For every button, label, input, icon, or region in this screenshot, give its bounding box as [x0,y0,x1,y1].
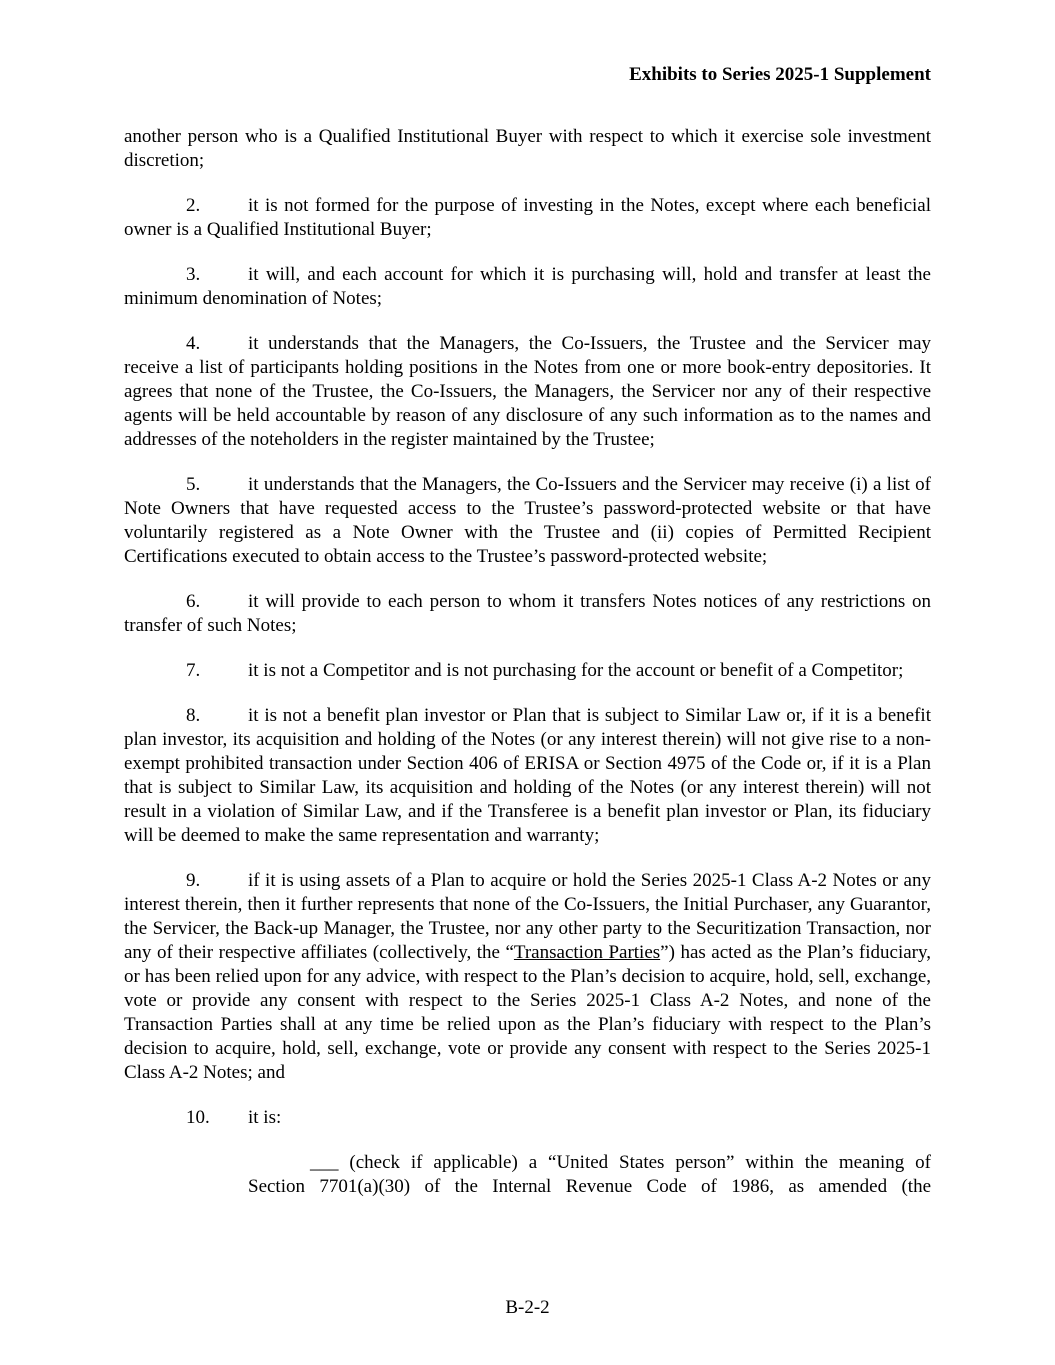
list-item-3 [124,263,931,311]
item-number: 8. [186,705,201,726]
item-number: 6. [186,591,201,612]
item-text: it is not a benefit plan investor or Plan that is subject to Similar Law or, if it is a benefit plan investor, its acquisition and holding of the Notes (or any interest therein) will not give rise to a non-exempt prohibited transaction under Section 406 of ERISA or Section 4975 of the Code or, if it is a Plan that is subject to Similar Law, its acquisition and holding of the Notes (or any interest therein) will not result in a violation of Similar Law, and if the Transferee is a benefit plan investor or Plan, its fiduciary will be deemed to make the same representation and warranty; [124,705,931,846]
check-line-1 [248,1151,931,1175]
item-text: it will, and each account for which it is purchasing will, hold and transfer at least the minimum denomination of Notes; [124,264,931,309]
item-number: 4. [186,333,201,354]
list-item-6 [124,590,931,638]
check-blank[interactable]: ___ [310,1152,339,1173]
list-item-4 [124,332,931,452]
running-header: Exhibits to Series 2025-1 Supplement [629,64,931,85]
item-text: it is: [248,1107,282,1128]
item-text-before: if it is using assets of a Plan to acquire or hold the Series 2025-1 Class A-2 Notes or any interest therein, then it further represents that none of the Co-Issuers, the Initial Purchaser, any Guarantor, the Servicer, the Back-up Manager, the Trustee, nor any other party to the Securitization Transaction, nor any of their respective affiliates (collectively, the “ [124,870,931,963]
document-body [124,125,931,1199]
item-text: it is not a Competitor and is not purchasing for the account or benefit of a Competitor; [248,660,904,681]
item-number: 10. [186,1107,210,1128]
list-item-2 [124,194,931,242]
item-text: it is not formed for the purpose of investing in the Notes, except where each beneficial owner is a Qualified Institutional Buyer; [124,195,931,240]
check-line-2: Section 7701(a)(30) of the Internal Revenue Code of 1986, as amended (the [248,1176,931,1197]
item-number: 5. [186,474,201,495]
page-number: B-2-2 [505,1297,550,1318]
item-number: 7. [186,660,201,681]
list-item-9 [124,869,931,1085]
item-number: 9. [186,870,201,891]
check-line-1-text: (check if applicable) a “United States person” within the meaning of [349,1152,931,1173]
item-text: it will provide to each person to whom it transfers Notes notices of any restrictions on transfer of such Notes; [124,591,931,636]
defined-term-transaction-parties: Transaction Parties [513,942,661,963]
item-text-after: ”) has acted as the Plan’s fiduciary, or has been relied upon for any advice, with respect to the Plan’s decision to acquire, hold, sell, exchange, vote or provide any consent with respect to the Series 2025-1 Class A-2 Notes, and none of the Transaction Parties shall at any time be relied upon as the Plan’s fiduciary with respect to the Plan’s decision to acquire, hold, sell, exchange, vote or provide any consent with respect to the Series 2025-1 Class A-2 Notes; and [124,942,931,1083]
intro-paragraph: another person who is a Qualified Institutional Buyer with respect to which it exercise sole investment discretion; [124,126,931,171]
list-item-8 [124,704,931,848]
checkbox-clause-us-person [248,1151,931,1199]
item-number: 3. [186,264,201,285]
item-text: it understands that the Managers, the Co-Issuers and the Servicer may receive (i) a list of Note Owners that have requested access to the Trustee’s password-protected website or that have voluntarily registered as a Note Owner with the Trustee and (ii) copies of Permitted Recipient Certifications executed to obtain access to the Trustee’s password-protected website; [124,474,931,567]
list-item-5 [124,473,931,569]
item-text: it understands that the Managers, the Co-Issuers, the Trustee and the Servicer may receive a list of participants holding positions in the Notes from one or more book-entry depositories. It agrees that none of the Trustee, the Co-Issuers, the Managers, the Servicer nor any of their respective agents will be held accountable by reason of any disclosure of any such information as to the names and addresses of the noteholders in the register maintained by the Trustee; [124,333,931,450]
item-number: 2. [186,195,201,216]
list-item-10 [124,1106,931,1130]
list-item-7 [124,659,931,683]
